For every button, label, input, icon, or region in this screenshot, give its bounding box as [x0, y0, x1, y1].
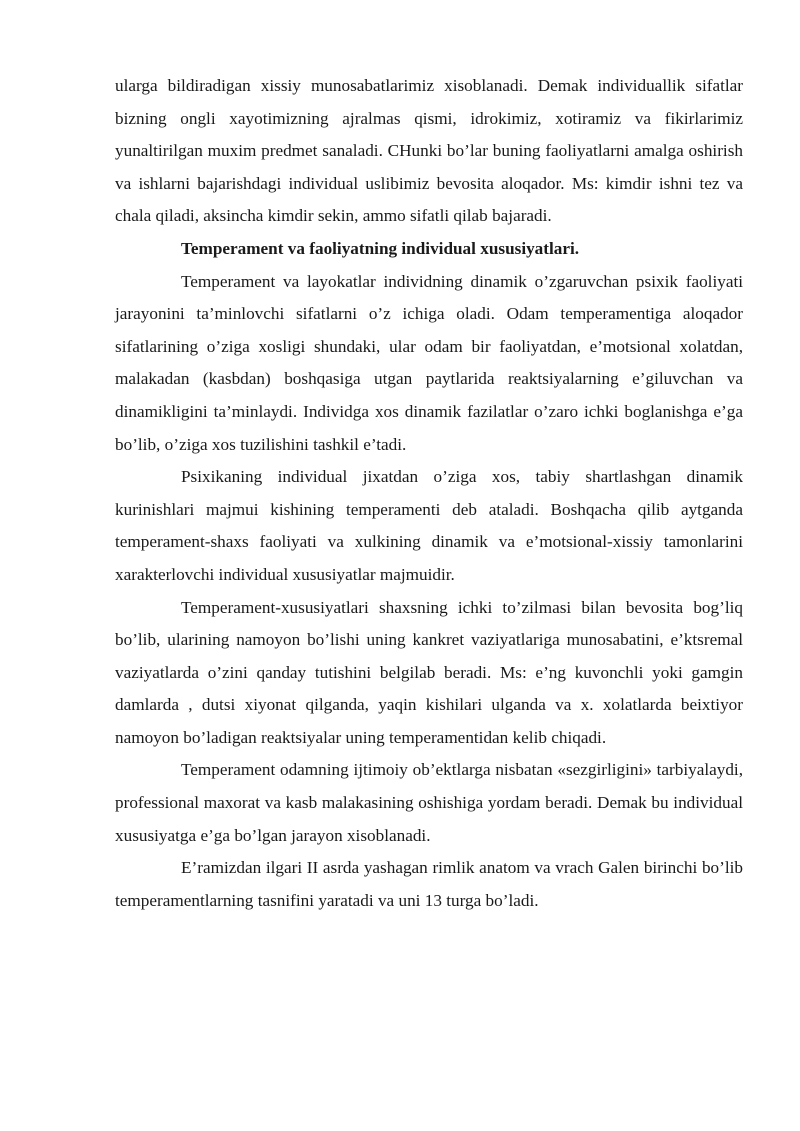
document-page	[115, 70, 743, 917]
paragraph-temperament-properties: Temperament-xususiyatlari shaxsning ichki to’zilmasi bilan bevosita bog’liq bo’lib, ularining namoyon bo’lishi uning kankret vaziyatlariga munosabatini, e’ktsremal vaziyatlarda o’zini qanday tutishini belgilab beradi. Ms: e’ng kuvonchli yoki gamgin damlarda , dutsi xiyonat qilganda, yaqin kishilari ulganda va x. xolatlarda beixtiyor namoyon bo’ladigan reaktsiyalar uning temperamentidan kelib chiqadi.	[115, 597, 743, 747]
section-heading: Temperament va faoliyatning individual xususiyatlari.	[181, 238, 580, 258]
paragraph-temperament-sensitivity: Temperament odamning ijtimoiy ob’ektlarga nisbatan «sezgirligini» tarbiyalaydi, professional maxorat va kasb malakasining oshishiga yordam beradi. Demak bu individual xususiyatga e’ga bo’lgan jarayon xisoblanadi.	[115, 760, 743, 845]
paragraph-galen: E’ramizdan ilgari II asrda yashagan rimlik anatom va vrach Galen birinchi bo’lib temperamentlarning tasnifini yaratadi va uni 13 turga bo’ladi.	[115, 858, 743, 910]
paragraph-temperament-definition: Psixikaning individual jixatdan o’ziga xos, tabiy shartlashgan dinamik kurinishlari majmui kishining temperamenti deb ataladi. Boshqacha qilib aytganda temperament-shaxs faoliyati va xulkining dinamik va e’motsional-xissiy tamonlarini xarakterlovchi individual xususiyatlar majmuidir.	[115, 467, 743, 584]
paragraph-continuation: ularga bildiradigan xissiy munosabatlarimiz xisoblanadi. Demak individuallik sifatlar bizning ongli xayotimizning ajralmas qismi, idrokimiz, xotiramiz va fikirlarimiz yunaltirilgan muxim predmet sanaladi. CHunki bo’lar buning faoliyatlarni amalga oshirish va ishlarni bajarishdagi individual uslibimiz bevosita aloqador. Ms: kimdir ishni tez va chala qiladi, aksincha kimdir sekin, ammo sifatli qilab bajaradi.	[115, 76, 743, 226]
paragraph-temperament-abilities: Temperament va layokatlar individning dinamik o’zgaruvchan psixik faoliyati jarayonini ta’minlovchi sifatlarni o’z ichiga oladi. Odam temperamentiga aloqador sifatlarining o’ziga xosligi shundaki, ular odam bir faoliyatdan, e’motsional xolatdan, malakadan (kasbdan) boshqasiga utgan paytlarida reaktsiyalarning e’giluvchan va dinamikligini ta’minlaydi. Individga xos dinamik fazilatlar o’zaro ichki boglanishga e’ga bo’lib, o’ziga xos tuzilishini tashkil e’tadi.	[115, 271, 743, 454]
